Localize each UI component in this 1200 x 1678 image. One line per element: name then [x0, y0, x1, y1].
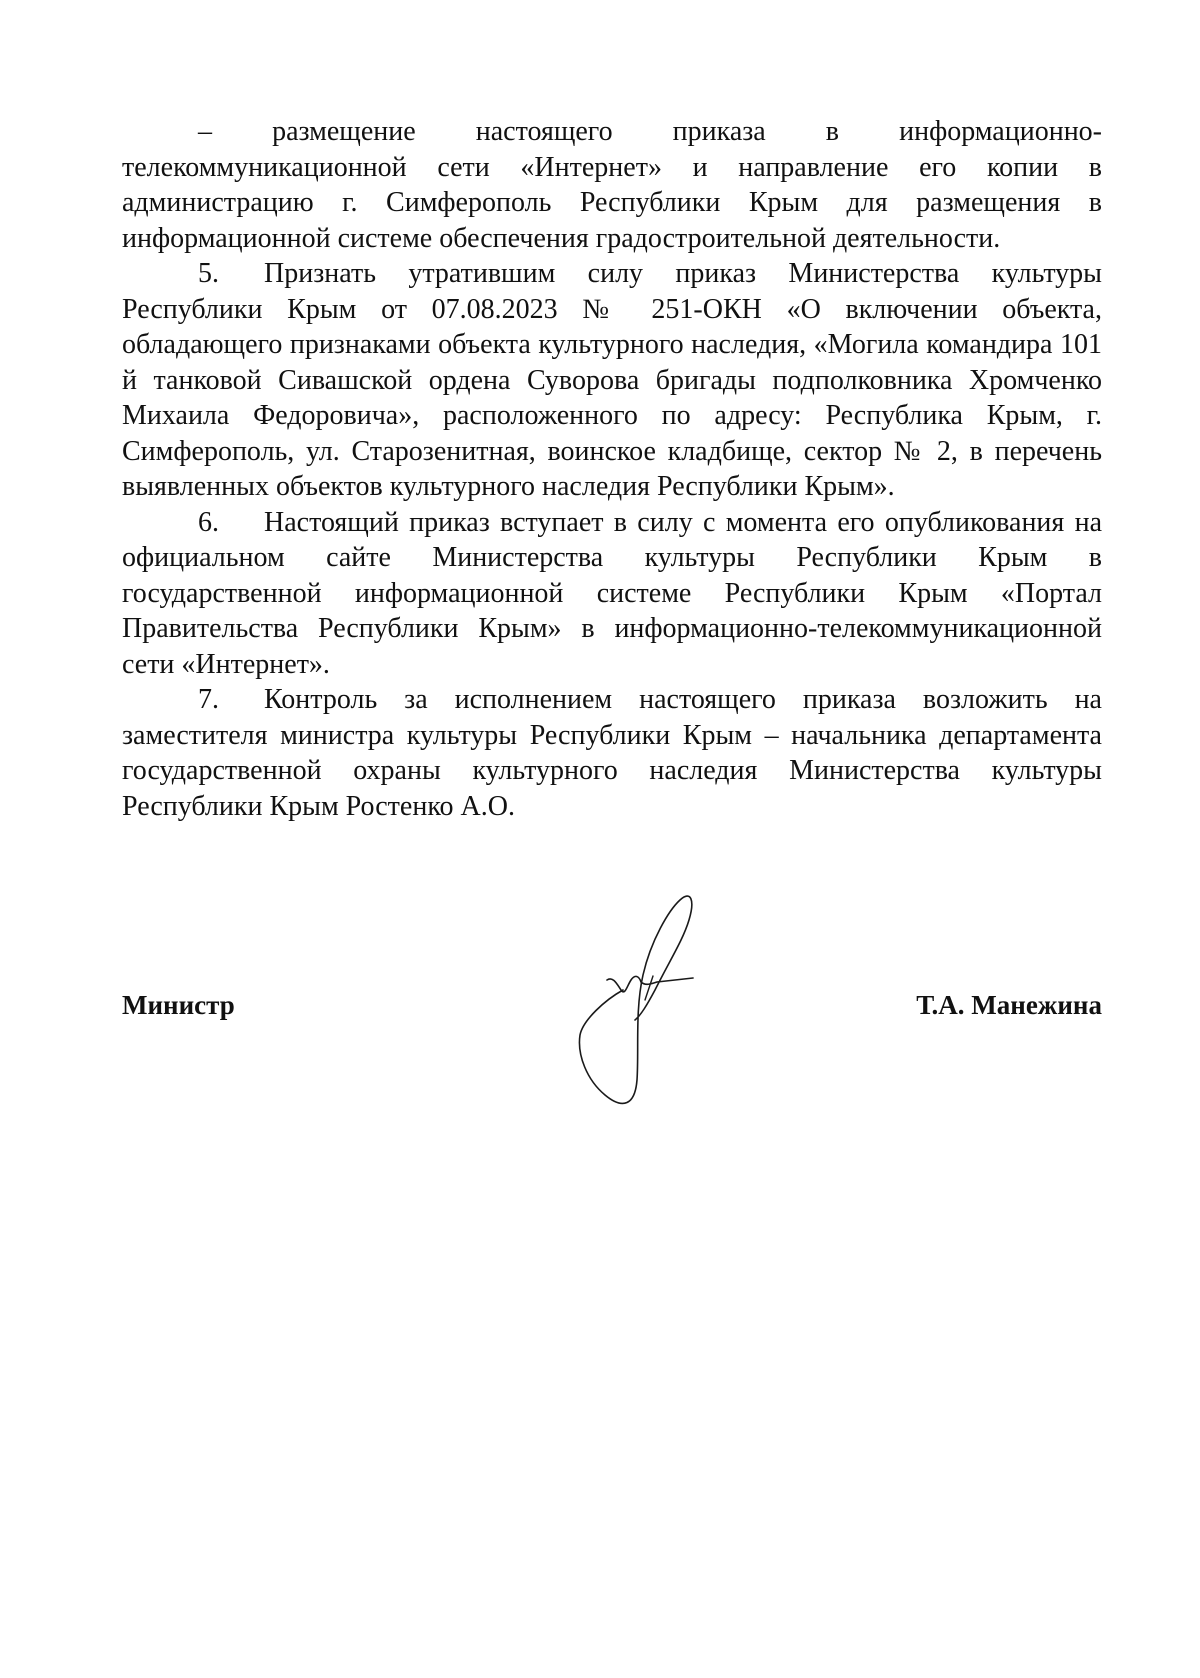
paragraph-number: 5.: [198, 258, 219, 289]
paragraph-number: 6.: [198, 506, 219, 538]
paragraph-item-7: [122, 682, 1102, 824]
signatory-name: Т.А. Манежина: [916, 990, 1102, 1020]
signature-block: [122, 990, 1102, 1030]
document-body: [122, 114, 1102, 824]
paragraph-text: Признать утратившим силу приказ Министерства культуры Республики Крым от 07.08.2023 № 251-ОКН «О включении объекта, обладающего признаками объекта культурного наследия, «Могила командира 101 й танковой Сивашской ордена Суворова бригады подполковника Хромченко Михаила Федоровича», расположенного по адресу: Республика Крым, г. Симферополь, ул. Старозенитная, воинское кладбище, сектор № 2, в перечень выявленных объектов культурного наследия Республики Крым».: [122, 258, 1102, 502]
paragraph-item-6: [122, 505, 1102, 683]
paragraph-number: 7.: [198, 684, 219, 715]
paragraph-item-5: [122, 256, 1102, 505]
paragraph-text: – размещение настоящего приказа в информационно-телекоммуникационной сети «Интернет» и направление его копии в администрацию г. Симферополь Республики Крым для размещения в информационной системе обеспечения градостроительной деятельности.: [122, 116, 1102, 254]
paragraph-text: Контроль за исполнением настоящего приказа возложить на заместителя министра культуры Республики Крым – начальника департамента государственной охраны культурного наследия Министерства культуры Республики Крым Ростенко А.О.: [122, 684, 1102, 822]
signatory-title: Министр: [122, 990, 235, 1020]
paragraph-dash-item: [122, 114, 1102, 256]
paragraph-text: Настоящий приказ вступает в силу с момента его опубликования на официальном сайте Министерства культуры Республики Крым в государственной информационной системе Республики Крым «Портал Правительства Республики Крым» в информационно-телекоммуникационной сети «Интернет».: [122, 506, 1102, 680]
